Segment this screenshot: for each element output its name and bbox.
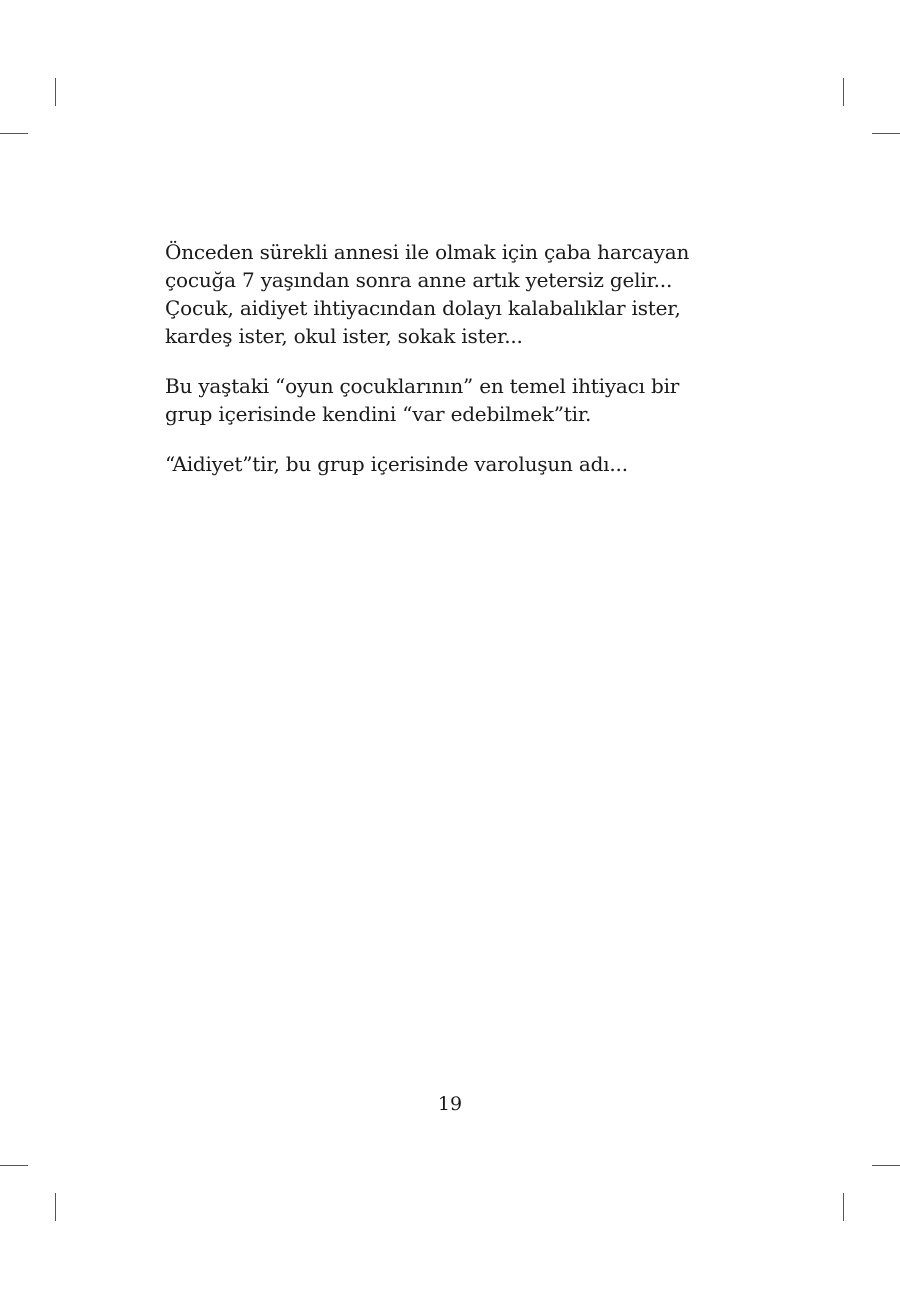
crop-mark-top-left-horizontal bbox=[0, 133, 28, 134]
crop-mark-top-left-vertical bbox=[55, 78, 56, 106]
crop-mark-bottom-right-horizontal bbox=[872, 1165, 900, 1166]
paragraph-2: Bu yaştaki “oyun çocuklarının” en temel ihtiyacı bir grup içerisinde kendini “var edebilmek”tir. bbox=[165, 374, 680, 426]
crop-mark-top-right-horizontal bbox=[872, 133, 900, 134]
crop-mark-bottom-left-horizontal bbox=[0, 1165, 28, 1166]
crop-mark-top-right-vertical bbox=[843, 78, 844, 106]
crop-mark-bottom-right-vertical bbox=[843, 1193, 844, 1221]
crop-mark-bottom-left-vertical bbox=[55, 1193, 56, 1221]
page-number: 19 bbox=[437, 1093, 463, 1115]
paragraph-3: “Aidiyet”tir, bu grup içerisinde varoluşun adı... bbox=[165, 452, 628, 476]
body-text bbox=[165, 238, 725, 500]
paragraph-1: Önceden sürekli annesi ile olmak için çaba harcayan çocuğa 7 yaşından sonra anne artık yetersiz gelir... Çocuk, aidiyet ihtiyacından dolayı kalabalıklar ister, kardeş ister, okul ister, sokak ister... bbox=[165, 240, 690, 348]
